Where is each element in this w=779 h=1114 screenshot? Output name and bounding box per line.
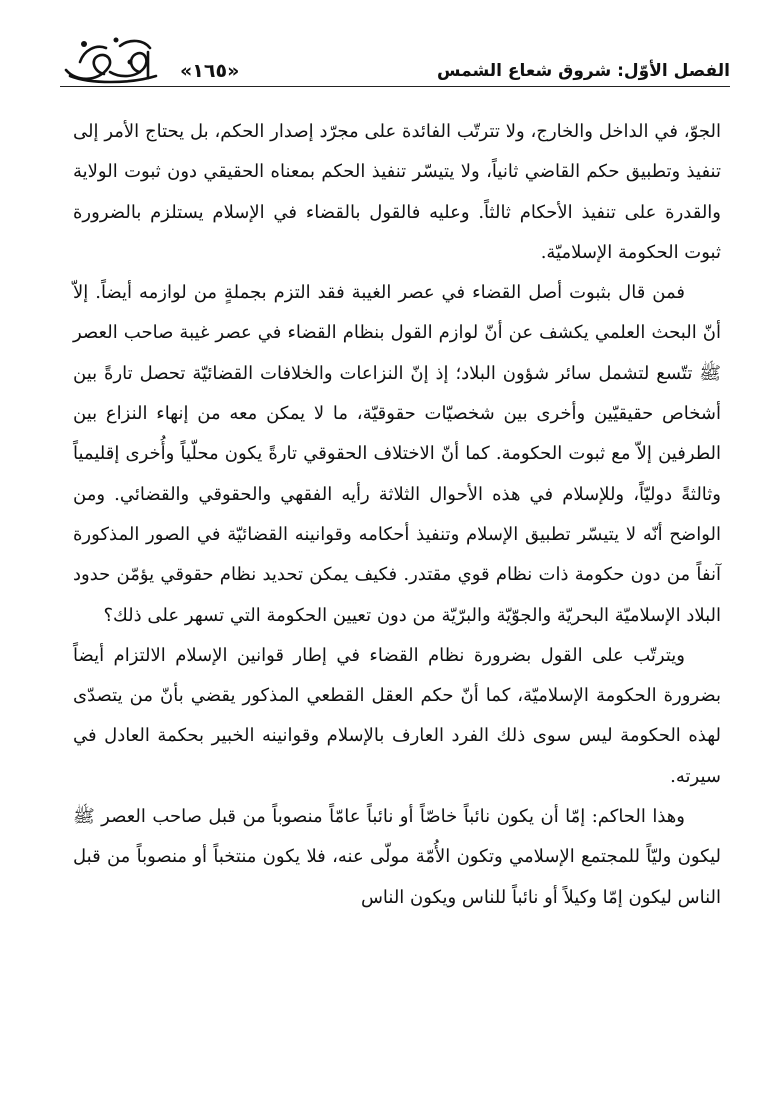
running-title: الفصل الأوّل: شروق شعاع الشمس: [437, 61, 730, 81]
paragraph: الجوّ، في الداخل والخارج، ولا تترتّب الفائدة على مجرّد إصدار الحكم، بل يحتاج الأمر إلى تنفيذ وتطبيق حكم القاضي ثانياً، ولا يتيسّر تنفيذ الحكم بمعناه الحقيقي دون ثبوت الولاية والقدرة على تنفيذ الأحكام ثالثاً. وعليه فالقول بالقضاء في الإسلام يستلزم بالضرورة ثبوت الحكومة الإسلاميّة.: [73, 121, 721, 263]
body-text: [73, 112, 721, 918]
page-header: [60, 30, 730, 88]
paragraph: ويترتّب على القول بضرورة نظام القضاء في إطار قوانين الإسلام الالتزام أيضاً بضرورة الحكومة الإسلاميّة، كما أنّ حكم العقل القطعي المذكور يقضي بأنّ من يتصدّى لهذه الحكومة ليس سوى ذلك الفرد العارف بالإسلام وقوانينه الخبير بحكمة العادل في سيرته.: [73, 644, 721, 787]
calligraphic-ornament-icon: [60, 32, 160, 84]
paragraph: فمن قال بثبوت أصل القضاء في عصر الغيبة فقد التزم بجملةٍ من لوازمه أيضاً. إلاّ أنّ البحث العلمي يكشف عن أنّ لوازم القول بنظام القضاء في عصر غيبة صاحب العصر ﷺ تتّسع لتشمل سائر شؤون البلاد؛ إذ إنّ النزاعات والخلافات القضائيّة تحصل تارةً بين أشخاص حقيقيّين وأخرى بين شخصيّات حقوقيّة، ما لا يمكن معه من إنهاء النزاع بين الطرفين إلاّ مع ثبوت الحكومة. كما أنّ الاختلاف الحقوقي تارةً يكون محلّياً وأُخرى إقليمياً وثالثةً دوليّاً، وللإسلام في هذه الأحوال الثلاثة رأيه الفقهي والحقوقي والقضائي. ومن الواضح أنّه لا يتيسّر تطبيق الإسلام وتنفيذ أحكامه وقوانينه القضائيّة في الصور المذكورة آنفاً من دون حكومة ذات نظام قوي مقتدر. فكيف يمكن تحديد نظام حقوقي يؤمّن حدود البلاد الإسلاميّة البحريّة والجوّيّة والبرّيّة من دون تعيين الحكومة التي تسهر على ذلك؟: [73, 282, 721, 626]
paragraph: وهذا الحاكم: إمّا أن يكون نائباً خاصّاً أو نائباً عامّاً منصوباً من قبل صاحب العصر ﷺ ليكون وليّاً للمجتمع الإسلامي وتكون الأُمّة مولّى عنه، فلا يكون منتخباً أو منصوباً من قبل الناس ليكون إمّا وكيلاً أو نائباً للناس ويكون الناس: [73, 806, 721, 908]
header-rule: [60, 86, 730, 87]
page-number: «١٦٥»: [180, 60, 240, 82]
